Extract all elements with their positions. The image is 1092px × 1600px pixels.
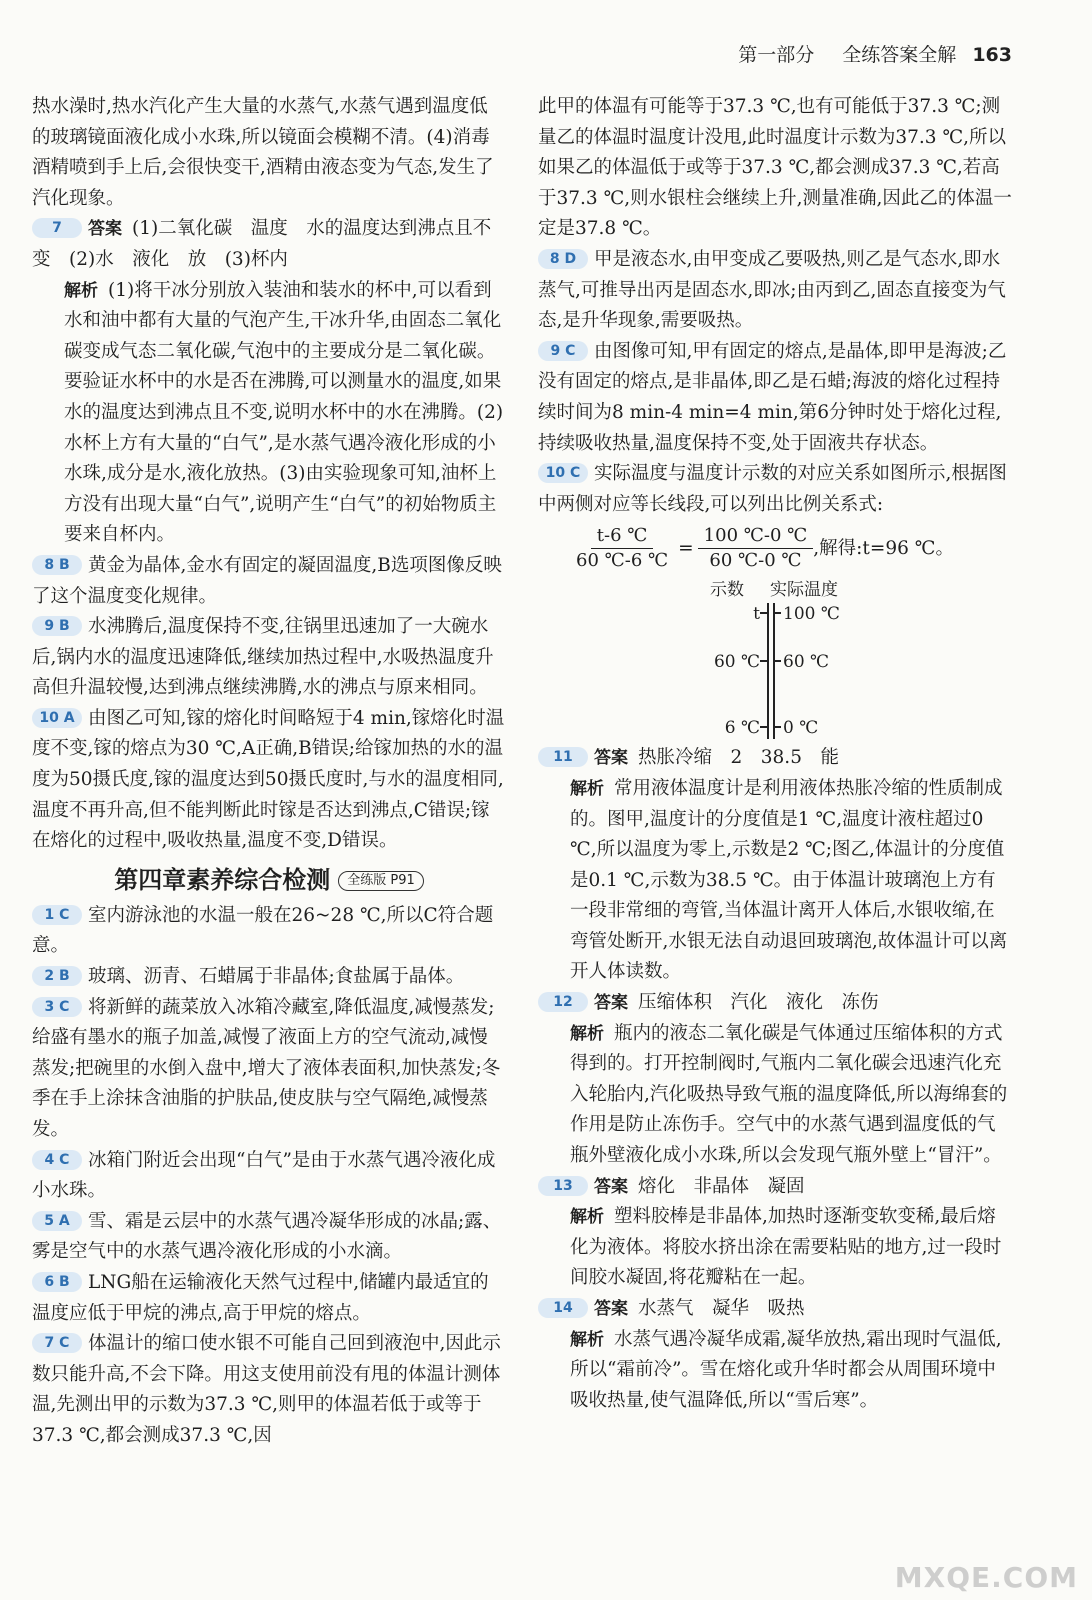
diagram-tick bbox=[774, 726, 781, 728]
analysis-label: 解析 bbox=[570, 1207, 604, 1228]
section-question-8 bbox=[538, 245, 1012, 337]
answer-label: 答案 bbox=[88, 219, 122, 240]
section-question-7 bbox=[32, 1329, 506, 1451]
fraction-numerator: 100 ℃-0 ℃ bbox=[698, 524, 814, 549]
analysis-11 bbox=[538, 774, 1012, 988]
section-question-13 bbox=[538, 1172, 1012, 1203]
analysis-label: 解析 bbox=[570, 1329, 604, 1350]
answer-badge: 5 A bbox=[32, 1211, 82, 1231]
diagram-tick bbox=[760, 726, 767, 728]
question-number-badge: 7 bbox=[32, 218, 82, 238]
explanation-text: 室内游泳池的水温一般在26~28 ℃,所以C符合题意。 bbox=[32, 904, 494, 957]
explanation-text: 由图乙可知,镓的熔化时间略短于4 min,镓熔化时温度不变,镓的熔点为30 ℃,A正确,B错误;给镓加热的水的温度为50摄氏度,镓的温度达到50摄氏度时,与水的温度相同,温度不再升高,但不能判断此时镓是否达到沸点,C错误;镓在熔化的过程中,吸收热量,温度不变,D错误。 bbox=[32, 707, 505, 852]
answer-text: 水蒸气 凝华 吸热 bbox=[638, 1298, 805, 1319]
section-question-4 bbox=[32, 1146, 506, 1207]
diagram-header-reading: 示数 bbox=[710, 580, 744, 601]
answer-badge: 7 C bbox=[32, 1333, 82, 1353]
explanation-text: 冰箱门附近会出现“白气”是由于水蒸气遇冷液化成小水珠。 bbox=[32, 1149, 496, 1202]
explanation-text: 体温计的缩口使水银不可能自己回到液泡中,因此示数只能升高,不会下降。用这支使用前没有甩的体温计测体温,先测出甲的示数为37.3 ℃,则甲的体温若低于或等于37.3 ℃,都会测成37.3 ℃,因 bbox=[32, 1333, 501, 1446]
diagram-tick bbox=[774, 660, 781, 662]
diagram-tick bbox=[774, 612, 781, 614]
explanation-text: 甲是液态水,由甲变成乙要吸热,则乙是气态水,即水蒸气,可推导出丙是固态水,即冰;由丙到乙,固态直接变为气态,是升华现象,需要吸热。 bbox=[538, 248, 1006, 332]
answer-badge: 10 C bbox=[538, 463, 588, 483]
answer-badge: 10 A bbox=[32, 708, 82, 728]
fraction-numerator: t-6 ℃ bbox=[591, 524, 654, 549]
header-title: 全练答案全解 bbox=[842, 44, 957, 66]
question-8 bbox=[32, 551, 506, 612]
fraction-denominator: 60 ℃-6 ℃ bbox=[576, 550, 669, 572]
analysis-label: 解析 bbox=[570, 1023, 604, 1044]
analysis-text: (1)将干冰分别放入装油和装水的杯中,可以看到水和油中都有大量的气泡产生,干冰升华,由固态二氧化碳变成气态二氧化碳,气泡中的主要成分是二氧化碳。要验证水杯中的水是否在沸腾,可以测量水的温度,如果水的温度达到沸点且不变,说明水杯中的水在沸腾。(2)水杯上方有大量的“白气”,是水蒸气遇冷液化形成的小水珠,成分是水,液化放热。(3)由实验现象可知,油杯上方没有出现大量“白气”,说明产生“白气”的初始物质主要来自杯内。 bbox=[64, 279, 504, 546]
header-section: 第一部分 bbox=[738, 44, 815, 66]
section-question-10 bbox=[538, 459, 1012, 520]
question-number-badge: 12 bbox=[538, 992, 588, 1012]
analysis-7 bbox=[32, 276, 506, 551]
proportion-formula bbox=[538, 524, 1012, 573]
paragraph-continued: 此甲的体温有可能等于37.3 ℃,也有可能低于37.3 ℃;测量乙的体温时温度计没甩,此时温度计示数为37.3 ℃,所以如果乙的体温低于或等于37.3 ℃,都会测成37.3 ℃,若高于37.3 ℃,则水银柱会继续上升,测量准确,因此乙的体温一定是37.8 ℃。 bbox=[538, 96, 1012, 240]
answer-text: 压缩体积 汽化 液化 冻伤 bbox=[638, 992, 879, 1014]
section-title-text: 第四章素养综合检测 bbox=[114, 865, 331, 894]
fraction-left bbox=[570, 524, 674, 573]
diagram-left-label-t: t bbox=[753, 604, 760, 625]
analysis-text: 瓶内的液态二氧化碳是气体通过压缩体积的方式得到的。打开控制阀时,气瓶内二氧化碳会迅速汽化充入轮胎内,汽化吸热导致气瓶的温度降低,所以海绵套的作用是防止冻伤手。空气中的水蒸气遇到温度低的气瓶外壁液化成小水珠,所以会发现气瓶外壁上“冒汗”。 bbox=[570, 1022, 1008, 1167]
diagram-axis-right bbox=[773, 603, 775, 739]
section-question-2 bbox=[32, 962, 506, 993]
analysis-text: 水蒸气遇冷凝华成霜,凝华放热,霜出现时气温低,所以“霜前冷”。雪在熔化或升华时都会从周围环境中吸收热量,使气温降低,所以“雪后寒”。 bbox=[570, 1328, 1002, 1411]
section-question-11 bbox=[538, 743, 1012, 774]
question-10 bbox=[32, 704, 506, 857]
answer-label: 答案 bbox=[594, 1176, 628, 1197]
answer-badge: 3 C bbox=[32, 997, 82, 1017]
formula-result: ,解得:t=96 ℃。 bbox=[813, 537, 954, 559]
explanation-text: 由图像可知,甲有固定的熔点,是晶体,即甲是海波;乙没有固定的熔点,是非晶体,即乙是石蜡;海波的熔化过程持续时间为8 min-4 min=4 min,第6分钟时处于熔化过程,持续吸收热量,温度保持不变,处于固液共存状态。 bbox=[538, 340, 1007, 454]
fraction-right bbox=[698, 524, 814, 573]
answer-label: 答案 bbox=[594, 993, 628, 1014]
explanation-text: 雪、霜是云层中的水蒸气遇冷凝华形成的冰晶;露、雾是空气中的水蒸气遇冷液化形成的小水滴。 bbox=[32, 1210, 502, 1263]
answer-badge: 8 B bbox=[32, 555, 82, 575]
watermark: MXQE.COM bbox=[894, 1561, 1078, 1594]
explanation-text: 水沸腾后,温度保持不变,往锅里迅速加了一大碗水后,锅内水的温度迅速降低,继续加热过程中,水吸热温度升高但升温较慢,达到沸点继续沸腾,水的沸点与原来相同。 bbox=[32, 616, 494, 699]
section-question-5 bbox=[32, 1207, 506, 1268]
temperature-mapping-diagram bbox=[538, 575, 1012, 743]
explanation-text: 实际温度与温度计示数的对应关系如图所示,根据图中两侧对应等长线段,可以列出比例关系式: bbox=[538, 463, 1007, 515]
answer-badge: 8 D bbox=[538, 249, 588, 269]
answer-badge: 1 C bbox=[32, 905, 82, 925]
explanation-text: LNG船在运输液化天然气过程中,储罐内最适宜的温度应低于甲烷的沸点,高于甲烷的熔点。 bbox=[32, 1271, 489, 1324]
analysis-label: 解析 bbox=[570, 778, 604, 799]
diagram-axis-left bbox=[767, 603, 769, 739]
answer-badge: 9 B bbox=[32, 616, 82, 636]
section-question-12 bbox=[538, 988, 1012, 1019]
paragraph-continued: 热水澡时,热水汽化产生大量的水蒸气,水蒸气遇到温度低的玻璃镜面液化成小水珠,所以镜面会模糊不清。(4)消毒酒精喷到手上后,会很快变干,酒精由液态变为气态,发生了汽化现象。 bbox=[32, 96, 494, 209]
right-column bbox=[538, 92, 1012, 1416]
diagram-header-actual: 实际温度 bbox=[770, 580, 838, 601]
answer-badge: 2 B bbox=[32, 966, 82, 986]
diagram-right-label-100: 100 ℃ bbox=[783, 604, 840, 625]
question-7 bbox=[32, 214, 506, 275]
section-question-9 bbox=[538, 337, 1012, 459]
question-number-badge: 11 bbox=[538, 747, 588, 767]
answer-label: 答案 bbox=[594, 1299, 628, 1319]
diagram-tick bbox=[760, 612, 767, 614]
section-badge: 全练版 P91 bbox=[338, 871, 424, 891]
page-header bbox=[738, 40, 1012, 67]
answer-badge: 9 C bbox=[538, 341, 588, 361]
analysis-12 bbox=[538, 1019, 1012, 1172]
question-9 bbox=[32, 612, 506, 704]
equals-sign: = bbox=[678, 537, 694, 559]
diagram-right-label-60: 60 ℃ bbox=[783, 652, 830, 673]
section-question-1 bbox=[32, 901, 506, 962]
answer-text: (1)二氧化碳 温度 水的温度达到沸点且不变 (2)水 液化 放 (3)杯内 bbox=[32, 218, 492, 270]
answer-badge: 4 C bbox=[32, 1150, 82, 1170]
diagram-left-label-6: 6 ℃ bbox=[724, 718, 760, 739]
explanation-text: 玻璃、沥青、石蜡属于非晶体;食盐属于晶体。 bbox=[88, 966, 465, 988]
analysis-label: 解析 bbox=[64, 280, 98, 301]
question-number-badge: 14 bbox=[538, 1298, 588, 1318]
diagram-right-label-0: 0 ℃ bbox=[783, 718, 819, 739]
analysis-13 bbox=[538, 1202, 1012, 1294]
left-column bbox=[32, 92, 506, 1452]
answer-text: 熔化 非晶体 凝固 bbox=[638, 1175, 805, 1197]
explanation-text: 将新鲜的蔬菜放入冰箱冷藏室,降低温度,减慢蒸发;给盛有墨水的瓶子加盖,减慢了液面上方的空气流动,减慢蒸发;把碗里的水倒入盘中,增大了液体表面积,加快蒸发;冬季在手上涂抹含油脂的护肤品,使皮肤与空气隔绝,减慢蒸发。 bbox=[32, 996, 501, 1140]
analysis-text: 塑料胶棒是非晶体,加热时逐渐变软变稀,最后熔化为液体。将胶水挤出涂在需要粘贴的地方,过一段时间胶水凝固,将花瓣粘在一起。 bbox=[570, 1206, 1002, 1289]
analysis-text: 常用液体温度计是利用液体热胀冷缩的性质制成的。图甲,温度计的分度值是1 ℃,温度计液柱超过0 ℃,所以温度为零上,示数是2 ℃;图乙,体温计的分度值是0.1 ℃,示数为38.5 ℃。由于体温计玻璃泡上方有一段非常细的弯管,当体温计离开人体后,水银收缩,在弯管处断开,水银无法自动退回玻璃泡,故体温计可以离开人体读数。 bbox=[570, 777, 1008, 983]
answer-text: 热胀冷缩 2 38.5 能 bbox=[638, 747, 839, 769]
section-question-14 bbox=[538, 1294, 1012, 1325]
analysis-14 bbox=[538, 1325, 1012, 1417]
section-title bbox=[32, 861, 506, 899]
explanation-text: 黄金为晶体,金水有固定的凝固温度,B选项图像反映了这个温度变化规律。 bbox=[32, 554, 502, 607]
page-number: 163 bbox=[972, 44, 1012, 66]
answer-label: 答案 bbox=[594, 748, 628, 769]
question-number-badge: 13 bbox=[538, 1176, 588, 1196]
answer-badge: 6 B bbox=[32, 1272, 82, 1292]
diagram-left-label-60: 60 ℃ bbox=[713, 652, 760, 673]
section-question-3 bbox=[32, 993, 506, 1146]
diagram-tick bbox=[760, 660, 767, 662]
fraction-denominator: 60 ℃-0 ℃ bbox=[709, 550, 802, 572]
section-question-6 bbox=[32, 1268, 506, 1329]
